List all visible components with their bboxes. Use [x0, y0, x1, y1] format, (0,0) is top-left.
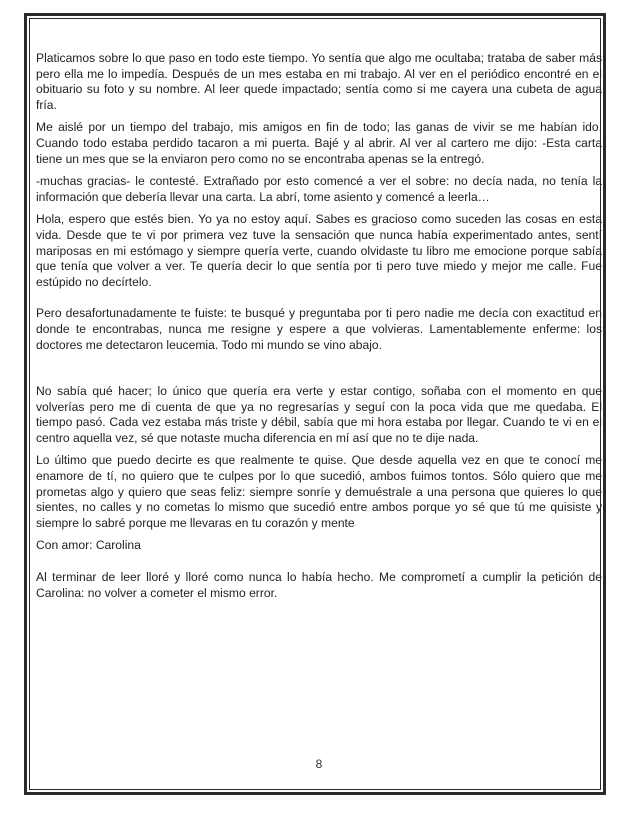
paragraph-letter-2: Pero desafortunadamente te fuiste: te busqué y preguntaba por ti pero nadie me decía con exactitud en donde te encontrabas, nunca me resigne y espere a que volvieras. Lamentablemente enferme: los doctores me detectaron leucemia. Todo mi mundo se vino abajo.: [36, 306, 602, 352]
paragraph-3: -muchas gracias- le contesté. Extrañado por esto comencé a ver el sobre: no decía nada, no tenía la información que debería llevar una carta. La abrí, tome asiento y comencé a leerla…: [36, 174, 602, 204]
paragraph-letter-1: Hola, espero que estés bien. Yo ya no estoy aquí. Sabes es gracioso como suceden las cosas en esta vida. Desde que te vi por primera vez tuve la sensación que nunca había experimentado antes, sentí mariposas en mi estómago y siempre quería verte, cuando olvidaste tu libro me emocione porque sabía que tenía que volver a ver. Te quería decir lo que sentía por ti pero tuve miedo y mejor me calle. Fue estúpido no decírtelo.: [36, 212, 602, 289]
paragraph-letter-3: No sabía qué hacer; lo único que quería era verte y estar contigo, soñaba con el momento en que volverías pero me di cuenta de que ya no regresarías y seguí con la poca vida que me quedaba. El tiempo pasó. Cada vez estaba más triste y débil, sabía que mi hora estaba por llegar. Cuando te vi en el centro aquella vez, sé que notaste mucha diferencia en mí así que no te dije nada.: [36, 384, 602, 445]
paragraph-2: Me aislé por un tiempo del trabajo, mis amigos en fin de todo; las ganas de vivir se me habían ido. Cuando todo estaba perdido tacaron a mi puerta. Bajé y al abrir. Al ver al cartero me dijo: -Esta carta tiene un mes que se la enviaron pero como no se encontraba apenas se la entregó.: [36, 120, 602, 166]
paragraph-1: Platicamos sobre lo que paso en todo este tiempo. Yo sentía que algo me ocultaba; trataba de saber más pero ella me lo impedía. Después de un mes estaba en mi trabajo. Al ver en el periódico encontré en el obituario su foto y su nombre. Al leer quede impactado; sentía como si me cayera una cubeta de agua fría.: [36, 51, 602, 112]
page-number: 8: [315, 757, 323, 771]
letter-signature: Con amor: Carolina: [36, 538, 141, 553]
document-body: [36, 51, 602, 601]
paragraph-closing: Al terminar de leer lloré y lloré como nunca lo había hecho. Me comprometí a cumplir la petición de Carolina: no volver a cometer el mismo error.: [36, 570, 602, 600]
paragraph-letter-4: Lo último que puedo decirte es que realmente te quise. Que desde aquella vez en que te conocí me enamore de tí, no quiero que te culpes por lo que sucedió, ambos fuimos tontos. Sólo quiero que me prometas algo y quiero que seas feliz: siempre sonríe y demuéstrale a una persona que quieres lo que sientes, no calles y no cometas lo mismo que sucedió entre ambos porque yo sé que tú me quisiste y siempre lo sabré porque me llevaras en tu corazón y mente: [36, 453, 602, 530]
